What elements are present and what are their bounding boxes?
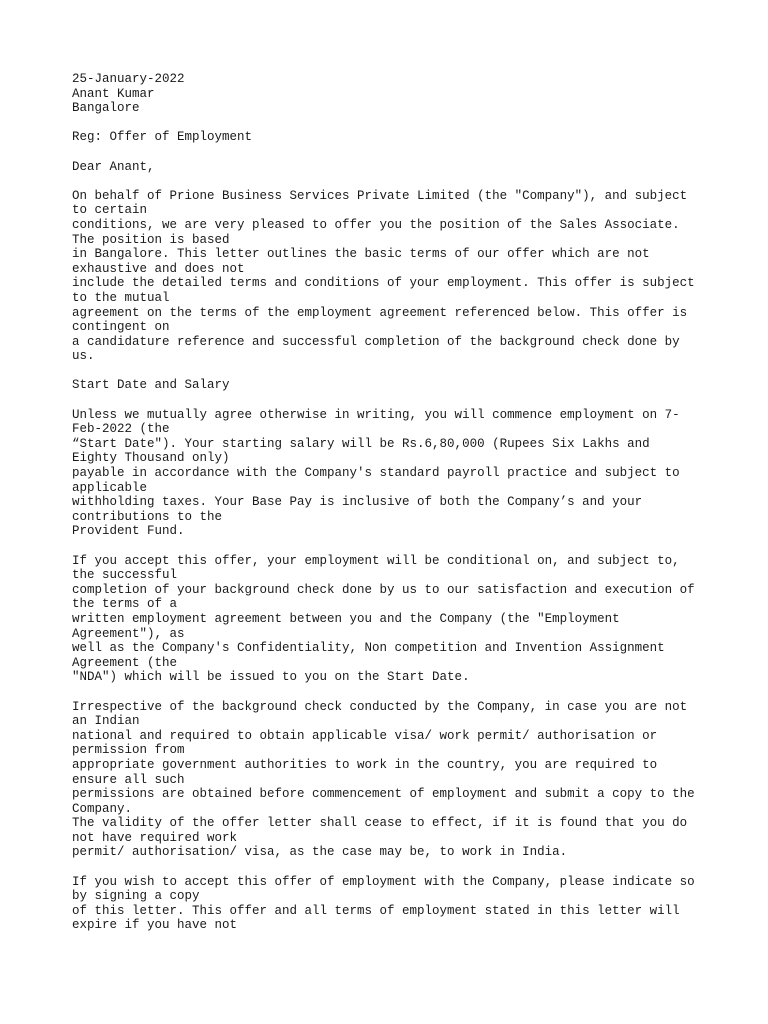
paragraph-line: in Bangalore. This letter outlines the basic terms of our offer which are not bbox=[72, 247, 650, 262]
subject-line: Reg: Offer of Employment bbox=[72, 130, 253, 145]
paragraph-line: national and required to obtain applicable visa/ work permit/ authorisation or bbox=[72, 728, 658, 743]
paragraph-line: permission from bbox=[72, 743, 185, 758]
paragraph-line: appropriate government authorities to work in the country, you are required to bbox=[72, 757, 658, 772]
paragraph-line: contributions to the bbox=[72, 509, 223, 524]
paragraph-line: written employment agreement between you and the Company (the "Employment bbox=[72, 611, 620, 626]
paragraph-line: The position is based bbox=[72, 232, 230, 247]
spacer bbox=[72, 364, 762, 379]
paragraph-acceptance bbox=[72, 875, 762, 933]
paragraph-line: The validity of the offer letter shall cease to effect, if it is found that you do bbox=[72, 816, 688, 831]
paragraph-line: a candidature reference and successful completion of the background check done by bbox=[72, 334, 680, 349]
paragraph-conditions bbox=[72, 554, 762, 685]
paragraph-line: Irrespective of the background check conducted by the Company, in case you are not bbox=[72, 699, 688, 714]
paragraph-line: exhaustive and does not bbox=[72, 261, 245, 276]
paragraph-line: completion of your background check done by us to our satisfaction and execution of bbox=[72, 582, 695, 597]
paragraph-line: permit/ authorisation/ visa, as the case may be, to work in India. bbox=[72, 845, 568, 860]
paragraph-line: ensure all such bbox=[72, 772, 185, 787]
paragraph-line: the successful bbox=[72, 568, 178, 583]
spacer bbox=[72, 116, 762, 131]
recipient-name: Anant Kumar bbox=[72, 86, 155, 101]
paragraph-line: Eighty Thousand only) bbox=[72, 451, 230, 466]
paragraph-offer-intro bbox=[72, 189, 762, 364]
paragraph-line: If you wish to accept this offer of employment with the Company, please indicate so bbox=[72, 874, 695, 889]
recipient-city: Bangalore bbox=[72, 101, 140, 116]
paragraph-line: the terms of a bbox=[72, 597, 178, 612]
spacer bbox=[72, 685, 762, 700]
spacer bbox=[72, 539, 762, 554]
paragraph-line: conditions, we are very pleased to offer you the position of the Sales Associate. bbox=[72, 217, 680, 232]
paragraph-line: Unless we mutually agree otherwise in writing, you will commence employment on 7- bbox=[72, 407, 680, 422]
paragraph-line: of this letter. This offer and all terms of employment stated in this letter will bbox=[72, 903, 680, 918]
paragraph-line: Feb-2022 (the bbox=[72, 422, 170, 437]
paragraph-line: If you accept this offer, your employment will be conditional on, and subject to, bbox=[72, 553, 680, 568]
offer-letter-page bbox=[72, 72, 762, 933]
paragraph-start-date-salary bbox=[72, 408, 762, 539]
paragraph-line: payable in accordance with the Company's standard payroll practice and subject to bbox=[72, 466, 680, 481]
paragraph-line: expire if you have not bbox=[72, 918, 238, 933]
paragraph-line: include the detailed terms and conditions of your employment. This offer is subject bbox=[72, 276, 695, 291]
paragraph-line: permissions are obtained before commencement of employment and submit a copy to the bbox=[72, 787, 695, 802]
paragraph-line: Provident Fund. bbox=[72, 524, 185, 539]
paragraph-line: Company. bbox=[72, 801, 133, 816]
spacer bbox=[72, 145, 762, 160]
paragraph-line: “Start Date"). Your starting salary will be Rs.6,80,000 (Rupees Six Lakhs and bbox=[72, 436, 650, 451]
paragraph-line: Agreement"), as bbox=[72, 626, 185, 641]
paragraph-line: On behalf of Prione Business Services Private Limited (the "Company"), and subject bbox=[72, 188, 688, 203]
salutation: Dear Anant, bbox=[72, 159, 155, 174]
section-heading: Start Date and Salary bbox=[72, 378, 230, 393]
letter-date: 25-January-2022 bbox=[72, 72, 185, 86]
paragraph-line: Agreement (the bbox=[72, 655, 178, 670]
paragraph-line: "NDA") which will be issued to you on the Start Date. bbox=[72, 670, 470, 685]
paragraph-line: well as the Company's Confidentiality, Non competition and Invention Assignment bbox=[72, 641, 665, 656]
paragraph-line: withholding taxes. Your Base Pay is inclusive of both the Company’s and your bbox=[72, 495, 643, 510]
paragraph-line: not have required work bbox=[72, 830, 238, 845]
spacer bbox=[72, 393, 762, 408]
paragraph-line: us. bbox=[72, 349, 95, 364]
spacer bbox=[72, 860, 762, 875]
paragraph-line: agreement on the terms of the employment agreement referenced below. This offer is bbox=[72, 305, 688, 320]
paragraph-line: to the mutual bbox=[72, 290, 170, 305]
paragraph-work-permit bbox=[72, 700, 762, 861]
paragraph-line: by signing a copy bbox=[72, 889, 200, 904]
paragraph-line: to certain bbox=[72, 203, 148, 218]
paragraph-line: contingent on bbox=[72, 320, 170, 335]
spacer bbox=[72, 174, 762, 189]
paragraph-line: applicable bbox=[72, 480, 148, 495]
paragraph-line: an Indian bbox=[72, 714, 140, 729]
